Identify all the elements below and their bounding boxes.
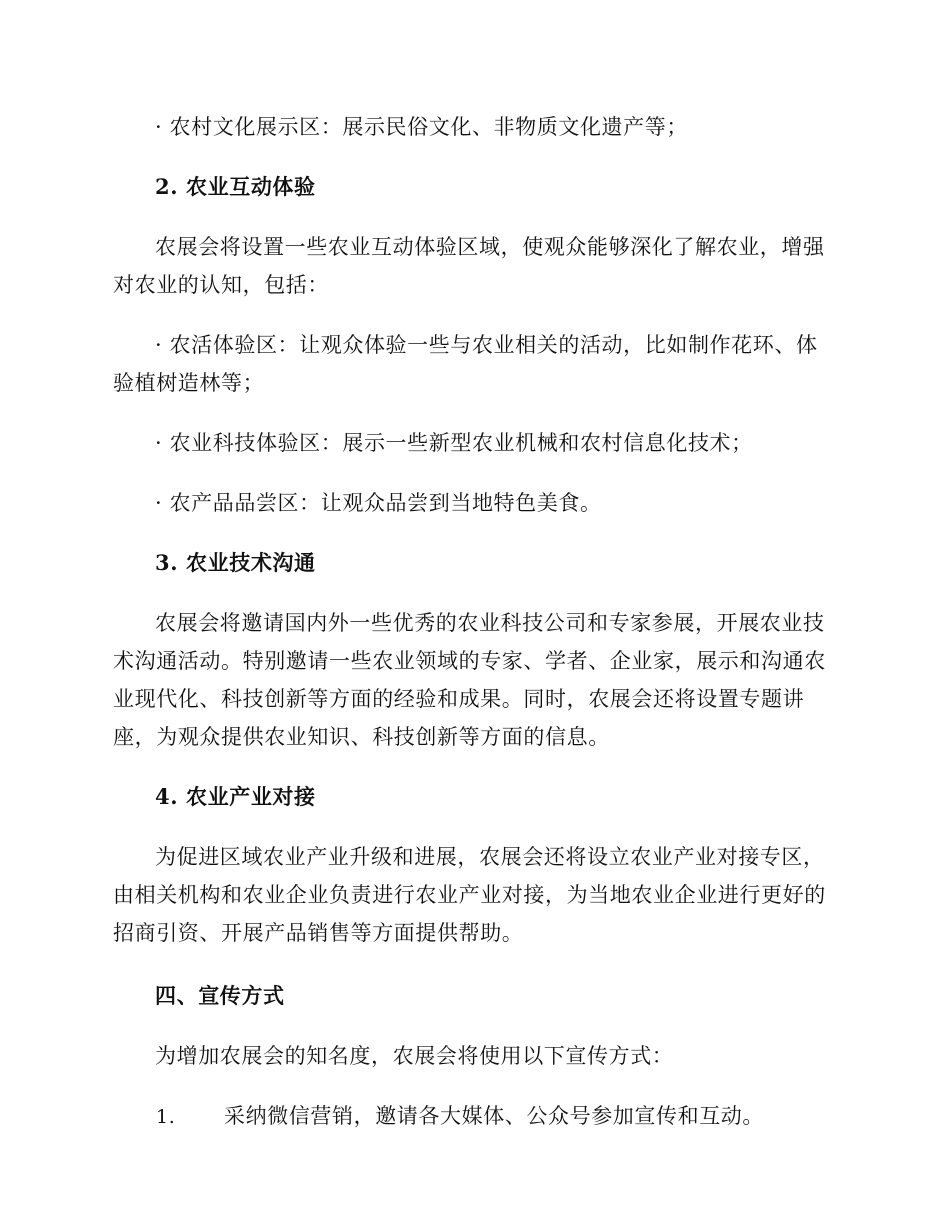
paragraph-publicity-intro: 为增加农展会的知名度，农展会将使用以下宣传方式： (155, 1044, 674, 1068)
list-item-number: 1. (156, 1106, 176, 1128)
list-item-text: 采纳微信营销，邀请各大媒体、公众号参加宣传和互动。 (224, 1104, 764, 1128)
bullet-rural-culture-zone: · 农村文化展示区：展示民俗文化、非物质文化遗产等； (155, 115, 688, 139)
paragraph-industry-matching: 为促进区域农业产业升级和进展，农展会还将设立农业产业对接专区，由相关机构和农业企业负责进行农业产业对接，为当地农业企业进行更好的招商引资、开展产品销售等方面提供帮助。 (113, 845, 826, 945)
bullet-farmwork-experience-zone: · 农活体验区：让观众体验一些与农业相关的活动，比如制作花环、体验植树造林等； (113, 333, 818, 395)
paragraph-interactive-intro: 农展会将设置一些农业互动体验区域，使观众能够深化了解农业，增强对农业的认知，包括： (113, 235, 825, 297)
section-heading-publicity: 四、宣传方式 (155, 983, 285, 1008)
bullet-agri-tech-zone: · 农业科技体验区：展示一些新型农业机械和农村信息化技术； (155, 431, 753, 455)
document-body (113, 108, 833, 1136)
numbered-list-item (113, 1097, 833, 1136)
section-heading-tech-exchange: 3. 农业技术沟通 (155, 550, 316, 575)
bullet-produce-tasting-zone: · 农产品品尝区：让观众品尝到当地特色美食。 (155, 491, 602, 515)
section-heading-industry-matching: 4. 农业产业对接 (155, 784, 316, 809)
section-heading-agri-interactive: 2. 农业互动体验 (155, 174, 316, 199)
paragraph-tech-exchange: 农展会将邀请国内外一些优秀的农业科技公司和专家参展，开展农业技术沟通活动。特别邀请一些农业领域的专家、学者、企业家，展示和沟通农业现代化、科技创新等方面的经验和成果。同时，农展会还将设置专题讲座，为观众提供农业知识、科技创新等方面的信息。 (113, 611, 826, 749)
